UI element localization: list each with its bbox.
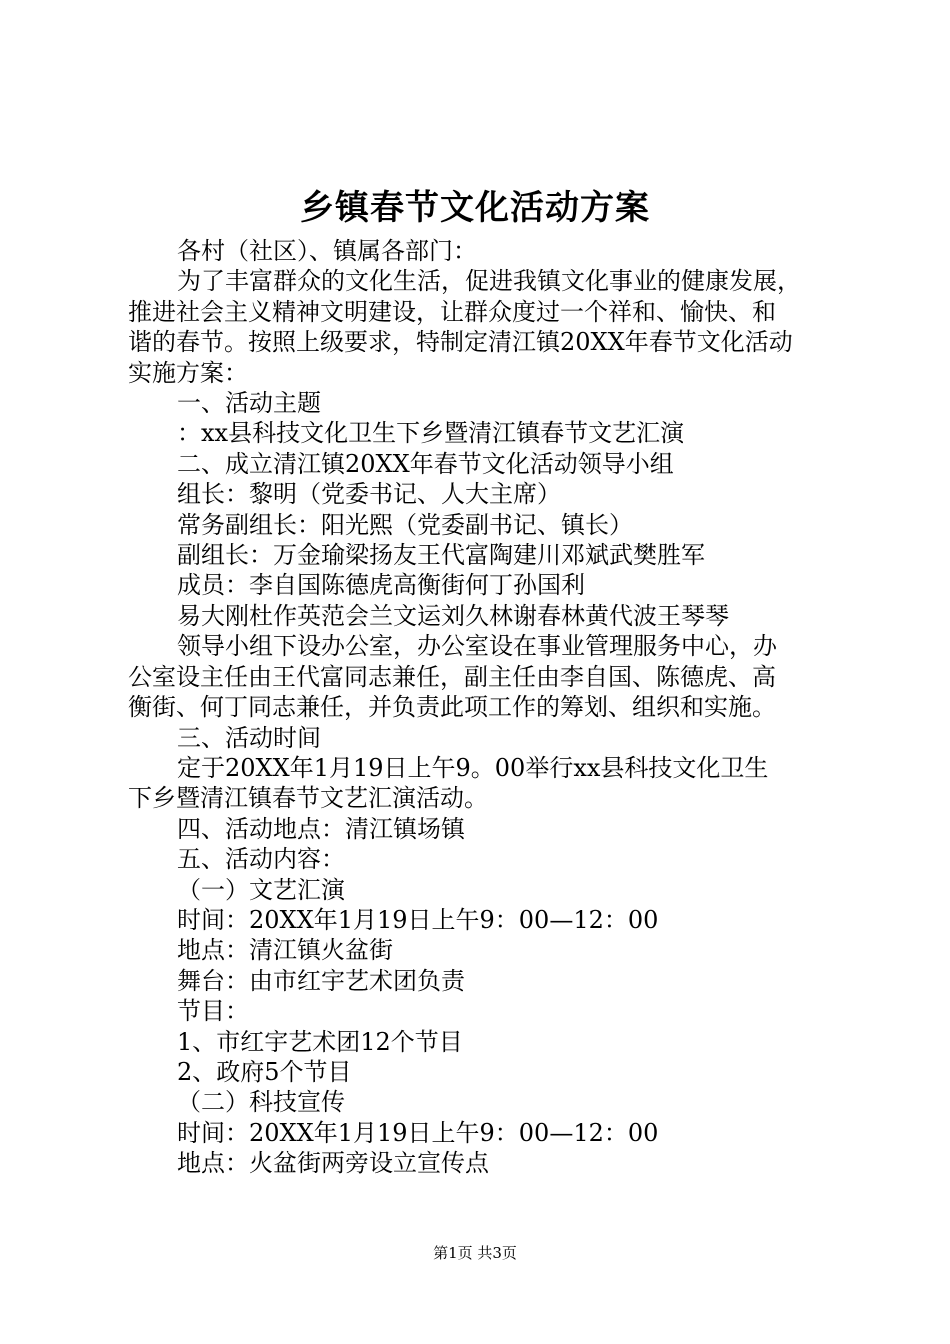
paragraph-line: 节目：	[177, 997, 249, 1026]
paragraph-line: 组长：黎明（党委书记、人大主席）	[177, 480, 561, 509]
paragraph-line: 副组长：万金瑜梁扬友王代富陶建川邓斌武樊胜军	[177, 541, 705, 570]
paragraph-line: 时间：20XX年1月19日上午9：00—12：00	[177, 905, 659, 934]
paragraph-line: 推进社会主义精神文明建设，让群众度过一个祥和、愉快、和	[128, 297, 776, 326]
section-heading: 五、活动内容：	[177, 845, 345, 874]
paragraph-line: 下乡暨清江镇春节文艺汇演活动。	[128, 784, 488, 813]
page-footer: 第1页 共3页	[433, 1244, 517, 1262]
paragraph-line: 地点：火盆街两旁设立宣传点	[177, 1149, 489, 1178]
paragraph-line: 谐的春节。按照上级要求，特制定清江镇20XX年春节文化活动	[128, 328, 793, 357]
paragraph-line: 领导小组下设办公室，办公室设在事业管理服务中心，办	[177, 632, 777, 661]
paragraph-line: 成员：李自国陈德虎高衡街何丁孙国利	[177, 571, 585, 600]
paragraph-line: 实施方案：	[128, 358, 248, 387]
paragraph-line: 衡街、何丁同志兼任，并负责此项工作的筹划、组织和实施。	[128, 693, 776, 722]
section-heading: 四、活动地点：清江镇场镇	[177, 814, 465, 843]
paragraph-line: 地点：清江镇火盆街	[177, 936, 393, 965]
section-heading: 三、活动时间	[177, 723, 321, 752]
list-item: 1、市红宇艺术团12个节目	[177, 1027, 463, 1056]
paragraph-line: 舞台：由市红宇艺术团负责	[177, 966, 465, 995]
paragraph-line: 各村（社区）、镇属各部门：	[177, 237, 477, 265]
subsection-heading: （一）文艺汇演	[177, 875, 345, 904]
list-item: 2、政府5个节目	[177, 1057, 352, 1086]
document-body	[128, 236, 838, 1179]
paragraph-line: ：xx县科技文化卫生下乡暨清江镇春节文艺汇演	[177, 419, 685, 448]
paragraph-line: 公室设主任由王代富同志兼任，副主任由李自国、陈德虎、高	[128, 662, 776, 691]
section-heading: 二、成立清江镇20XX年春节文化活动领导小组	[177, 449, 674, 478]
subsection-heading: （二）科技宣传	[177, 1088, 345, 1117]
paragraph-line: 常务副组长：阳光熙（党委副书记、镇长）	[177, 510, 633, 539]
document-title: 乡镇春节文化活动方案	[300, 188, 650, 228]
paragraph-line: 定于20XX年1月19日上午9。00举行xx县科技文化卫生	[177, 753, 769, 782]
paragraph-line: 易大刚杜作英范会兰文运刘久林谢春林黄代波王琴琴	[177, 601, 729, 630]
paragraph-line: 为了丰富群众的文化生活，促进我镇文化事业的健康发展，	[177, 267, 801, 296]
section-heading: 一、活动主题	[177, 389, 321, 418]
paragraph-line: 时间：20XX年1月19日上午9：00—12：00	[177, 1118, 659, 1147]
